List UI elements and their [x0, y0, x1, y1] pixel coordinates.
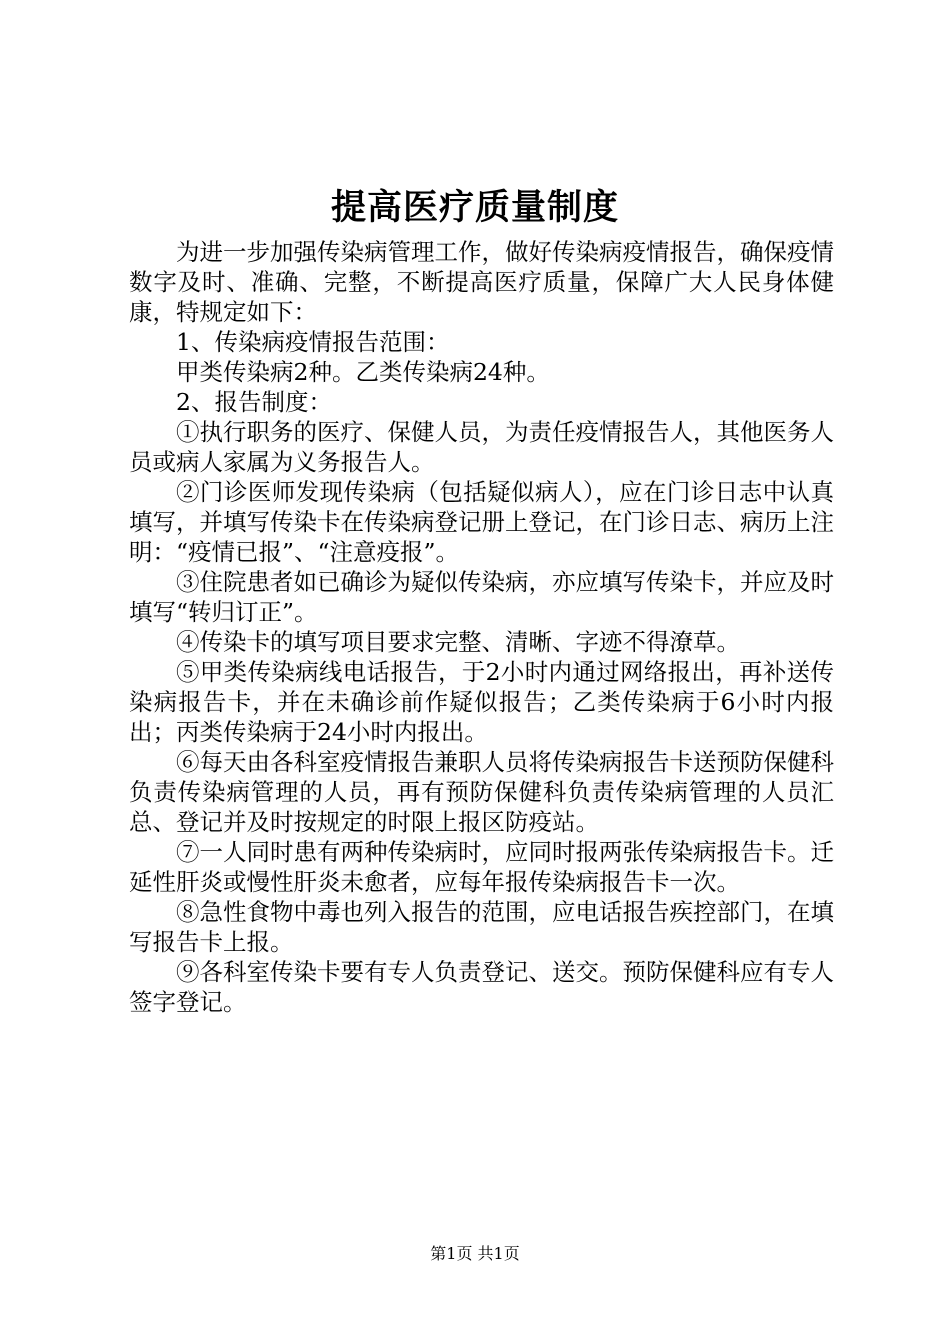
- rule-item-2: ②门诊医师发现传染病（包括疑似病人），应在门诊日志中认真填写，并填写传染卡在传染病登记册上登记，在门诊日志、病历上注明：“疫情已报”、“注意疫报”。: [129, 478, 834, 566]
- page-footer: 第1页 共1页: [430, 1244, 520, 1263]
- scope-paragraph: 甲类传染病2种。乙类传染病24种。: [176, 358, 550, 386]
- rule-item-8: ⑧急性食物中毒也列入报告的范围，应电话报告疾控部门，在填写报告卡上报。: [129, 898, 834, 956]
- rule-item-1: ①执行职务的医疗、保健人员，为责任疫情报告人，其他医务人员或病人家属为义务报告人。: [129, 418, 834, 476]
- document-title: 提高医疗质量制度: [330, 187, 619, 228]
- rule-item-7: ⑦一人同时患有两种传染病时，应同时报两张传染病报告卡。迁延性肝炎或慢性肝炎未愈者，应每年报传染病报告卡一次。: [129, 838, 834, 896]
- rule-item-6: ⑥每天由各科室疫情报告兼职人员将传染病报告卡送预防保健科负责传染病管理的人员，再有预防保健科负责传染病管理的人员汇总、登记并及时按规定的时限上报区防疫站。: [129, 748, 834, 836]
- section-heading-reporting: 2、报告制度：: [176, 388, 332, 416]
- rule-item-5: ⑤甲类传染病线电话报告，于2小时内通过网络报出，再补送传染病报告卡，并在未确诊前作疑似报告；乙类传染病于6小时内报出；丙类传染病于24小时内报出。: [129, 658, 834, 746]
- rule-item-4: ④传染卡的填写项目要求完整、清晰、字迹不得潦草。: [176, 628, 740, 656]
- intro-paragraph: 为进一步加强传染病管理工作，做好传染病疫情报告，确保疫情数字及时、准确、完整，不断提高医疗质量，保障广大人民身体健康，特规定如下：: [129, 238, 834, 326]
- document-body: [129, 237, 834, 1017]
- rule-item-9: ⑨各科室传染卡要有专人负责登记、送交。预防保健科应有专人签字登记。: [129, 958, 834, 1016]
- rule-item-3: ③住院患者如已确诊为疑似传染病，亦应填写传染卡，并应及时填写“转归订正”。: [129, 568, 834, 626]
- section-heading-scope: 1、传染病疫情报告范围：: [176, 328, 450, 356]
